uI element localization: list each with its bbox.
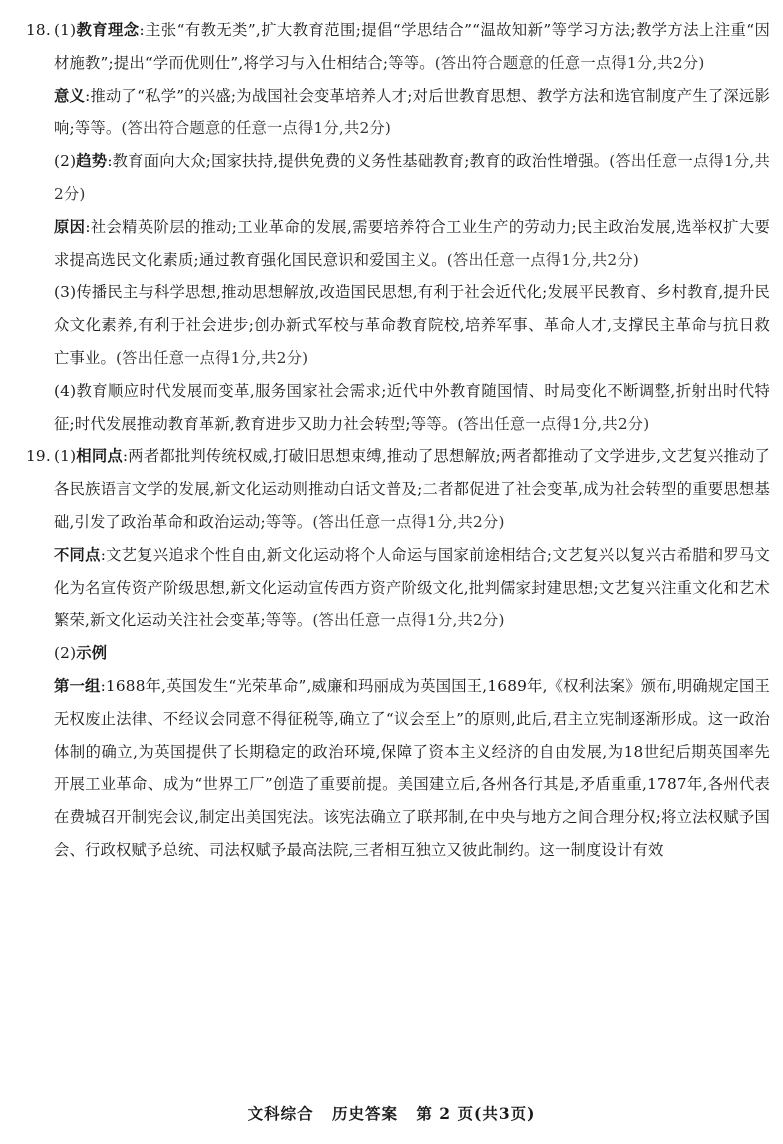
part-label: (3) bbox=[54, 283, 77, 302]
keyword: 不同点 bbox=[54, 545, 101, 564]
scoring-note: (答出任意一点得1分,共2分) bbox=[54, 152, 770, 203]
keyword: 教育理念 bbox=[76, 21, 140, 39]
q19-part1 bbox=[26, 440, 770, 538]
keyword: 原因 bbox=[54, 217, 86, 236]
scoring-note: (答出符合题意的任意一点得1分,共2分) bbox=[121, 119, 392, 138]
part-label: (2) bbox=[54, 644, 77, 663]
answer-text: :社会精英阶层的推动;工业革命的发展,需要培养符合工业生产的劳动力;民主政治发展,选举权扩大要求提高选民文化素质;通过教育强化国民意识和爱国主义。 bbox=[54, 217, 770, 269]
q19-part2 bbox=[26, 637, 770, 670]
q18-significance bbox=[26, 80, 770, 146]
scoring-note: (答出任意一点得1分,共2分) bbox=[457, 414, 650, 433]
scoring-note: (答出任意一点得1分,共2分) bbox=[312, 512, 505, 531]
q19-differences bbox=[26, 539, 770, 637]
scoring-note: (答出符合题意的任意一点得1分,共2分) bbox=[434, 53, 705, 72]
answer-text: :文艺复兴追求个性自由,新文化运动将个人命运与国家前途相结合;文艺复兴以复兴古希腊和罗马文化为名宣传资产阶级思想,新文化运动宣传西方资产阶级文化,批判儒家封建思想;文艺复兴注重文化和艺术繁荣,新文化运动关注社会变革;等等。 bbox=[54, 545, 770, 630]
scoring-note: (答出任意一点得1分,共2分) bbox=[446, 250, 640, 269]
part-label: (1) bbox=[54, 447, 77, 466]
answer-text: 传播民主与科学思想,推动思想解放,改造国民思想,有利于社会近代化;发展平民教育、乡村教育,提升民众文化素养,有利于社会进步;创办新式军校与革命教育院校,培养军事、革命人才,支撑民主革命与抗日救亡事业。 bbox=[54, 283, 770, 367]
q18-number: 18. bbox=[26, 21, 51, 39]
q18-part4 bbox=[26, 375, 770, 441]
page-footer bbox=[0, 1102, 783, 1124]
keyword: 相同点 bbox=[76, 447, 123, 466]
part-label: (1) bbox=[54, 21, 77, 39]
q19-number: 19. bbox=[26, 447, 51, 466]
q18-part1 bbox=[26, 14, 770, 80]
footer-page-number: 第 2 页(共3页) bbox=[416, 1104, 536, 1123]
answer-text: :两者都批判传统权威,打破旧思想束缚,推动了思想解放;两者都推动了文学进步,文艺复兴推动了各民族语言文学的发展,新文化运动则推动白话文普及;二者都促进了社会变革,成为社会转型的重要思想基础,引发了政治革命和政治运动;等等。 bbox=[54, 447, 770, 531]
answer-text: :教育面向大众;国家扶持,提供免费的义务性基础教育;教育的政治性增强。 bbox=[107, 152, 610, 171]
footer-title: 历史答案 bbox=[331, 1104, 398, 1123]
answer-text: :主张“有教无类”,扩大教育范围;提倡“学思结合”“温故知新”等学习方法;教学方法上注重“因材施教”;提出“学而优则仕”,将学习与入仕相结合;等等。 bbox=[54, 21, 770, 72]
q18-reasons bbox=[26, 211, 770, 277]
q19-example-group1 bbox=[26, 670, 770, 867]
keyword: 第一组 bbox=[54, 676, 101, 695]
keyword: 趋势 bbox=[76, 152, 108, 171]
scoring-note: (答出任意一点得1分,共2分) bbox=[312, 611, 505, 630]
answer-text: 教育顺应时代发展而变革,服务国家社会需求;近代中外教育随国情、时局变化不断调整,折射出时代特征;时代发展推动教育革新,教育进步又助力社会转型;等等。 bbox=[54, 381, 770, 433]
keyword: 意义 bbox=[54, 86, 86, 105]
part-label: (4) bbox=[54, 381, 77, 400]
q18-part2 bbox=[26, 145, 770, 211]
footer-subject: 文科综合 bbox=[247, 1104, 314, 1123]
part-label: (2) bbox=[54, 152, 77, 171]
q18-part3 bbox=[26, 276, 770, 374]
answer-text: :推动了“私学”的兴盛;为战国社会变革培养人才;对后世教育思想、教学方法和选官制度产生了深远影响;等等。 bbox=[54, 86, 770, 138]
answer-text: :1688年,英国发生“光荣革命”,威廉和玛丽成为英国国王,1689年,《权利法案》颁布,明确规定国王无权废止法律、不经议会同意不得征税等,确立了“议会至上”的原则,此后,君主立宪制逐渐形成。这一政治体制的确立,为英国提供了长期稳定的政治环境,保障了资本主义经济的自由发展,为18世纪后期英国率先开展工业革命、成为“世界工厂”创造了重要前提。美国建立后,各州各行其是,矛盾重重,1787年,各州代表在费城召开制宪会议,制定出美国宪法。该宪法确立了联邦制,在中央与地方之间合理分权;将立法权赋予国会、行政权赋予总统、司法权赋予最高法院,三者相互独立又彼此制约。这一制度设计有效 bbox=[54, 676, 770, 859]
keyword: 示例 bbox=[76, 644, 108, 663]
answer-content bbox=[26, 14, 770, 867]
scoring-note: (答出任意一点得1分,共2分) bbox=[116, 348, 309, 367]
